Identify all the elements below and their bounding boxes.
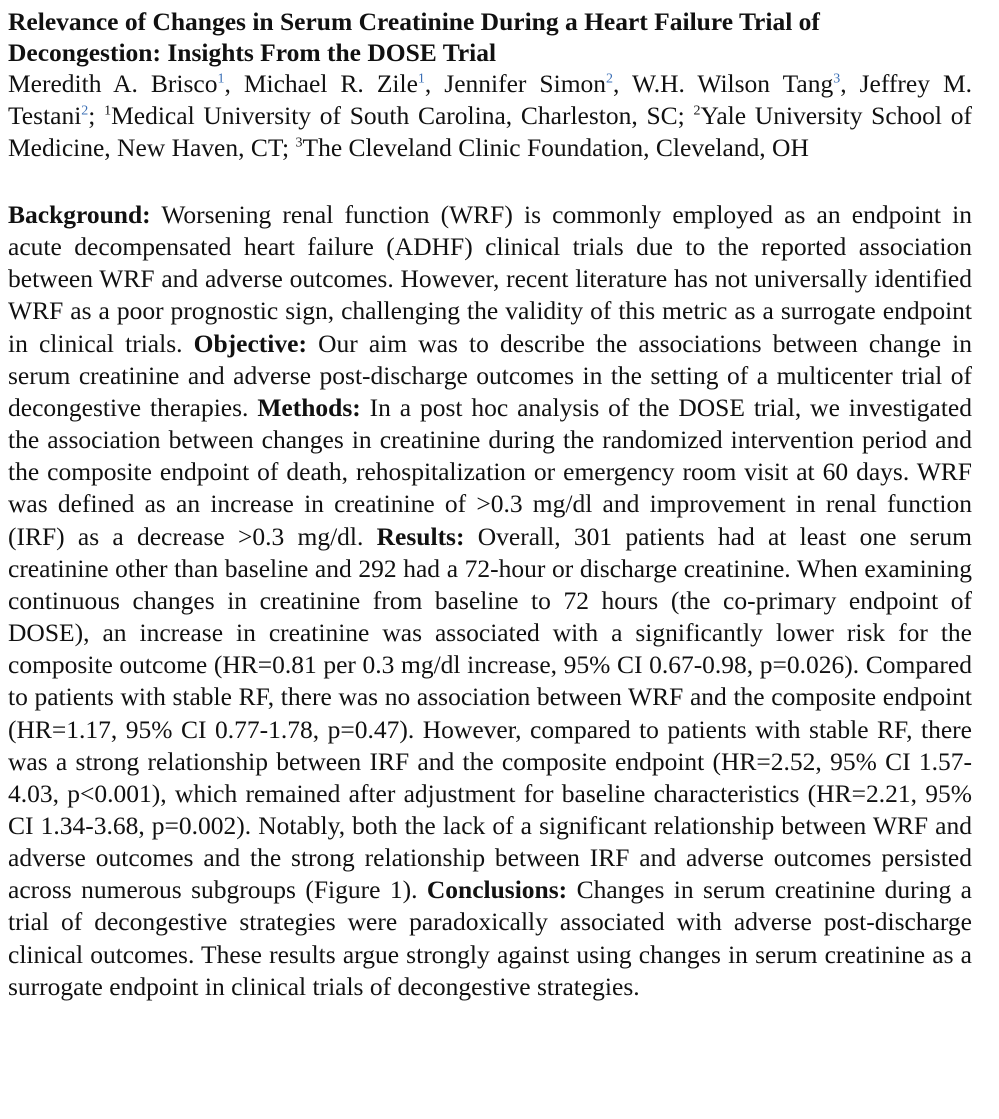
author-affiliation-number: 1 [217,71,225,87]
methods-text: In a post hoc analysis of the DOSE trial, we investigated the association between changes in creatinine during the randomized intervention period and the composite endpoint of death, rehospitalization or emergency room visit at 60 days. WRF was defined as an increase in creatinine of >0.3 mg/dl and improvement in renal function (IRF) as a decrease >0.3 mg/dl. [8,392,972,551]
background-text: Worsening renal function (WRF) is commonly employed as an endpoint in acute decompensated heart failure (ADHF) clinical trials due to the reported association between WRF and adverse outcomes. However, recent literature has not universally identified WRF as a poor prognostic sign, challenging the validity of this metric as a surrogate endpoint in clinical trials. [8,200,972,358]
results-label: Results: [376,521,465,551]
author-separator: , [613,69,632,98]
author-name: W.H. Wilson Tang [631,69,834,98]
affiliation-text: Yale University School of Medicine, New Haven, CT; [8,101,972,162]
objective-text: Our aim was to describe the associations between change in serum creatinine and adverse post-discharge outcomes in the setting of a multicenter trial of decongestive therapies. [8,328,972,422]
article-title: Relevance of Changes in Serum Creatinine During a Heart Failure Trial of Decongestion: Insights From the DOSE Trial [8,7,820,67]
author-separator: , [840,69,860,98]
author-affiliation-block [8,68,972,164]
author-affiliation-number: 2 [81,103,89,119]
background-label: Background: [8,200,151,229]
affiliation-number: 1 [104,103,112,119]
affiliation-number: 3 [295,135,303,151]
methods-label: Methods: [257,392,361,422]
objective-label: Objective: [193,328,307,358]
author-name: Jeffrey M. Testani [8,69,973,130]
conclusions-label: Conclusions: [426,875,568,905]
author-name: Meredith A. Brisco [8,69,218,98]
conclusions-text: Changes in serum creatinine during a trial of decongestive strategies were paradoxically associated with adverse post-discharge clinical outcomes. These results argue strongly against using changes in serum creatinine as a surrogate endpoint in clinical trials of decongestive strategies. [8,875,972,1001]
results-text: Overall, 301 patients had at least one serum creatinine other than baseline and 292 had a 72-hour or discharge creatinine. When examining continuous changes in creatinine from baseline to 72 hours (the co-primary endpoint of DOSE), an increase in creatinine was associated with a significantly lower risk for the composite outcome (HR=0.81 per 0.3 mg/dl increase, 95% CI 0.67-0.98, p=0.026). Compared to patients with stable RF, there was no association between WRF and the composite endpoint (HR=1.17, 95% CI 0.77-1.78, p=0.47). However, compared to patients with stable RF, there was a strong relationship between IRF and the composite endpoint (HR=2.52, 95% CI 1.57-4.03, p<0.001), which remained after adjustment for baseline characteristics (HR=2.21, 95% CI 1.34-3.68, p=0.002). Notably, both the lack of a significant relationship between WRF and adverse outcomes and the strong relationship between IRF and adverse outcomes persisted across numerous subgroups (Figure 1). [8,521,972,905]
author-affiliation-number: 1 [417,71,425,87]
author-separator: , [224,69,244,98]
author-name: Michael R. Zile [243,69,418,98]
abstract-body [8,199,972,1003]
author-separator: , [424,69,445,98]
author-affiliation-number: 3 [833,71,841,87]
author-affiliation-number: 2 [606,71,614,87]
affiliation-text: Medical University of South Carolina, Charleston, SC; [111,101,694,130]
affiliation-number: 2 [693,103,701,119]
abstract-page [8,6,972,1028]
author-separator: ; [88,101,105,130]
author-name: Jennifer Simon [444,69,607,98]
affiliation-text: The Cleveland Clinic Foundation, Cleveland, OH [302,133,809,162]
